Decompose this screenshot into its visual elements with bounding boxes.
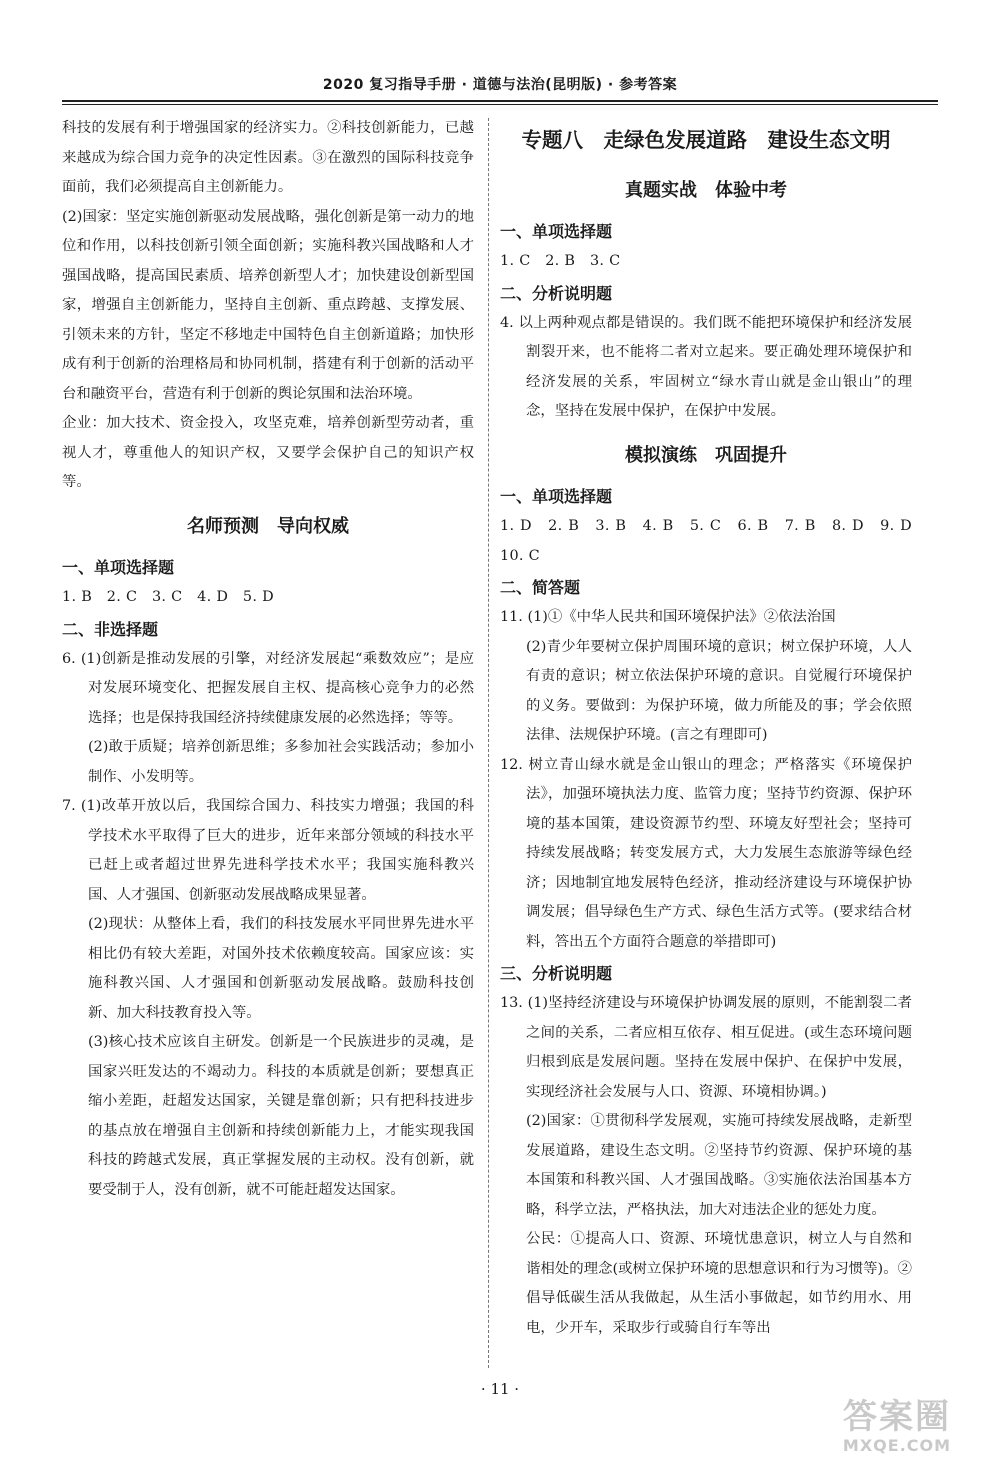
section-title: 模拟演练 巩固提升 xyxy=(625,444,787,466)
question-answer: (3)核心技术应该自主研发。创新是一个民族进步的灵魂，是国家兴旺发达的不竭动力。科技的本质就是创新；要想真正缩小差距，赶超发达国家，关键是靠创新；只有把科技进步的基点放在增强自主创新和持续创新能力上，才能实现我国科技的跨越式发展，真正掌握发展的主动权。没有创新，就要受制于人，没有创新，就不可能赶超发达国家。 xyxy=(88,1034,474,1198)
question-answer: 4. 以上两种观点都是错误的。我们既不能把环境保护和经济发展割裂开来，也不能将二者对立起来。要正确处理环境保护和经济发展的关系，牢固树立“绿水青山就是金山银山”的理念，坚持在发展中保护，在保护中发展。 xyxy=(500,314,912,419)
header-rule-thin xyxy=(62,104,938,105)
paragraph: (2)国家：坚定实施创新驱动发展战略，强化创新是第一动力的地位和作用，以科技创新引领全面创新；实施科教兴国战略和人才强国战略，提高国民素质、培养创新型人才；加快建设创新型国家，增强自主创新能力，坚持自主创新、重点跨越、支撑发展、引领未来的方针，坚定不移地走中国特色自主创新道路；加快形成有利于创新的治理格局和协同机制，搭建有利于创新的活动平台和融资平台，营造有利于创新的舆论氛围和法治环境。 xyxy=(62,208,474,402)
subsection-heading: 一、单项选择题 xyxy=(500,222,613,241)
subsection-heading: 二、简答题 xyxy=(500,578,581,597)
question-answer: 公民：①提高人口、资源、环境忧患意识，树立人与自然和谐相处的理念(或树立保护环境的思想意识和行为习惯等)。②倡导低碳生活从我做起，从生活小事做起，如节约用水、用电，少开车，采取步行或骑自行车等出 xyxy=(526,1231,912,1336)
watermark-logo xyxy=(822,1397,972,1457)
question-answer: 11. (1)①《中华人民共和国环境保护法》②依法治国 xyxy=(500,609,836,625)
watermark-text: 答案圈 xyxy=(843,1397,951,1437)
subsection-heading: 一、单项选择题 xyxy=(62,558,175,577)
question-answer: (2)青少年要树立保护周围环境的意识；树立保护环境，人人有责的意识；树立依法保护环境的意识。自觉履行环境保护的义务。要做到：为保护环境，做力所能及的事；学会依照法律、法规保护环境。(言之有理即可) xyxy=(526,638,912,743)
subsection-heading: 二、非选择题 xyxy=(62,619,159,639)
header-rule xyxy=(62,100,938,102)
subsection-heading: 二、分析说明题 xyxy=(500,283,613,303)
question-answer: (2)国家：①贯彻科学发展观，实施可持续发展战略，走新型发展道路，建设生态文明。②坚持节约资源、保护环境的基本国策和科教兴国、人才强国战略。③实施依法治国基本方略，科学立法，严格执法，加大对违法企业的惩处力度。 xyxy=(526,1113,912,1218)
question-answer: (2)现状：从整体上看，我们的科技发展水平同世界先进水平相比仍有较大差距，对国外技术依赖度较高。国家应该：实施科教兴国、人才强国和创新驱动发展战略。鼓励科技创新、加大科技教育投入等。 xyxy=(88,916,474,1021)
topic-title: 专题八 走绿色发展道路 建设生态文明 xyxy=(521,128,891,152)
page-header: 2020 复习指导手册 · 道德与法治(昆明版) · 参考答案 xyxy=(322,77,678,93)
question-answer: 13. (1)坚持经济建设与环境保护协调发展的原则，不能割裂二者之间的关系，二者应相互依存、相互促进。(或生态环境问题归根到底是发展问题。坚持在发展中保护、在保护中发展，实现经济社会发展与人口、资源、环境相协调。) xyxy=(500,995,912,1100)
left-column xyxy=(62,114,474,1205)
column-divider xyxy=(488,118,489,1368)
paragraph: 科技的发展有利于增强国家的经济实力。②科技创新能力，已越来越成为综合国力竞争的决定性因素。③在激烈的国际科技竞争面前，我们必须提高自主创新能力。 xyxy=(62,120,474,195)
answer-key: 1. C 2. B 3. C xyxy=(500,253,621,269)
page-number: · 11 · xyxy=(480,1380,520,1398)
subsection-heading: 三、分析说明题 xyxy=(500,964,613,983)
question-answer: 12. 树立青山绿水就是金山银山的理念；严格落实《环境保护法》，加强环境执法力度、监管力度；坚持节约资源、保护环境的基本国策，建设资源节约型、环境友好型社会；坚持可持续发展战略；转变发展方式，大力发展生态旅游等绿色经济；因地制宜地发展特色经济，推动经济建设与环境保护协调发展；倡导绿色生产方式、绿色生活方式等。(要求结合材料，答出五个方面符合题意的举措即可) xyxy=(500,756,912,950)
question-answer: (2)敢于质疑；培养创新思维；多参加社会实践活动；参加小制作、小发明等。 xyxy=(88,739,474,785)
watermark-url: MXQE.COM xyxy=(842,1436,952,1455)
question-answer: 7. (1)改革开放以后，我国综合国力、科技实力增强；我国的科学技术水平取得了巨大的进步，近年来部分领域的科技水平已赶上或者超过世界先进科学技术水平；我国实施科教兴国、人才强国、创新驱动发展战略成果显著。 xyxy=(62,798,474,903)
question-answer: 6. (1)创新是推动发展的引擎，对经济发展起“乘数效应”；是应对发展环境变化、把握发展自主权、提高核心竞争力的必然选择；也是保持我国经济持续健康发展的必然选择；等等。 xyxy=(62,650,474,726)
answer-key: 1. B 2. C 3. C 4. D 5. D xyxy=(62,589,274,605)
section-title: 名师预测 导向权威 xyxy=(187,515,349,537)
answer-key: 1. D 2. B 3. B 4. B 5. C 6. B 7. B 8. D 9. D 10. C xyxy=(500,518,927,564)
right-column xyxy=(500,114,927,1343)
section-title: 真题实战 体验中考 xyxy=(625,179,787,201)
paragraph: 企业：加大技术、资金投入，攻坚克难，培养创新型劳动者，重视人才，尊重他人的知识产权，又要学会保护自己的知识产权等。 xyxy=(62,415,474,490)
subsection-heading: 一、单项选择题 xyxy=(500,487,613,506)
